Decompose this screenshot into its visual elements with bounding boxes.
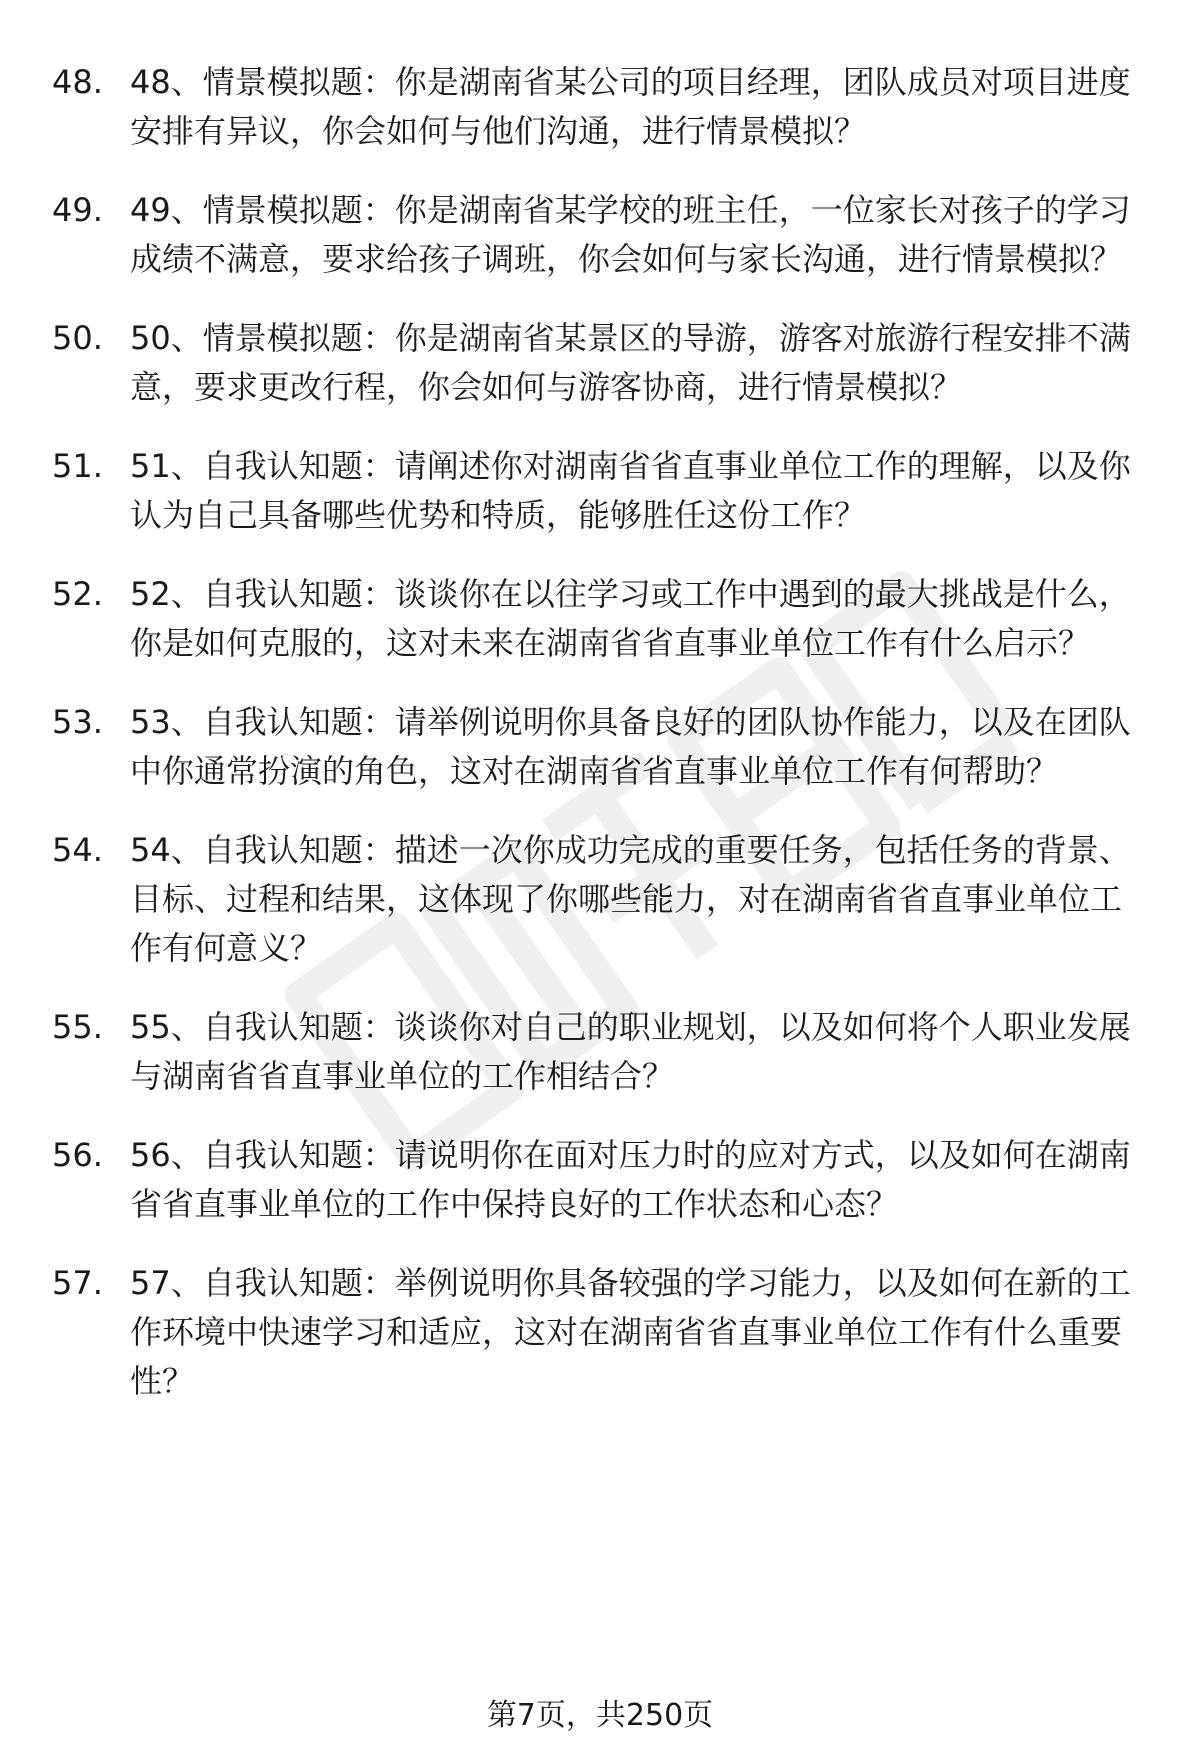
question-text: 57、自我认知题：举例说明你具备较强的学习能力，以及如何在新的工作环境中快速学习和适应，这对在湖南省省直事业单位工作有什么重要性？: [130, 1264, 1131, 1400]
question-number: 52.: [52, 575, 103, 613]
question-item: [0, 1131, 1200, 1229]
question-item: [0, 1003, 1200, 1101]
question-item: [0, 442, 1200, 540]
question-text: 56、自我认知题：请说明你在面对压力时的应对方式，以及如何在湖南省省直事业单位的工作中保持良好的工作状态和心态？: [130, 1136, 1131, 1223]
question-number: 48.: [52, 63, 103, 101]
question-number: 50.: [52, 319, 103, 357]
question-item: [0, 58, 1200, 156]
question-number: 55.: [52, 1008, 103, 1046]
question-text: 55、自我认知题：谈谈你对自己的职业规划，以及如何将个人职业发展与湖南省省直事业单位的工作相结合？: [130, 1008, 1131, 1095]
question-text: 53、自我认知题：请举例说明你具备良好的团队协作能力，以及在团队中你通常扮演的角色，这对在湖南省省直事业单位工作有何帮助？: [130, 703, 1131, 790]
question-number: 56.: [52, 1136, 103, 1174]
question-item: [0, 186, 1200, 284]
question-item: [0, 1259, 1200, 1406]
question-text: 51、自我认知题：请阐述你对湖南省省直事业单位工作的理解，以及你认为自己具备哪些优势和特质，能够胜任这份工作？: [130, 447, 1131, 534]
question-item: [0, 826, 1200, 973]
question-list: [0, 58, 1200, 1436]
question-text: 50、情景模拟题：你是湖南省某景区的导游，游客对旅游行程安排不满意，要求更改行程，你会如何与游客协商，进行情景模拟？: [130, 319, 1131, 406]
question-text: 54、自我认知题：描述一次你成功完成的重要任务，包括任务的背景、目标、过程和结果，这体现了你哪些能力，对在湖南省省直事业单位工作有何意义？: [130, 831, 1131, 967]
question-text: 49、情景模拟题：你是湖南省某学校的班主任，一位家长对孩子的学习成绩不满意，要求给孩子调班，你会如何与家长沟通，进行情景模拟？: [130, 191, 1131, 278]
question-number: 51.: [52, 447, 103, 485]
question-item: [0, 314, 1200, 412]
page-footer: [0, 1696, 1200, 1736]
question-item: [0, 698, 1200, 796]
question-number: 49.: [52, 191, 103, 229]
question-number: 57.: [52, 1264, 103, 1302]
question-item: [0, 570, 1200, 668]
question-number: 53.: [52, 703, 103, 741]
page-number-label: 第7页，共250页: [486, 1698, 714, 1733]
question-text: 52、自我认知题：谈谈你在以往学习或工作中遇到的最大挑战是什么，你是如何克服的，这对未来在湖南省省直事业单位工作有什么启示？: [130, 575, 1131, 662]
question-text: 48、情景模拟题：你是湖南省某公司的项目经理，团队成员对项目进度安排有异议，你会如何与他们沟通，进行情景模拟？: [130, 63, 1131, 150]
question-number: 54.: [52, 831, 103, 869]
